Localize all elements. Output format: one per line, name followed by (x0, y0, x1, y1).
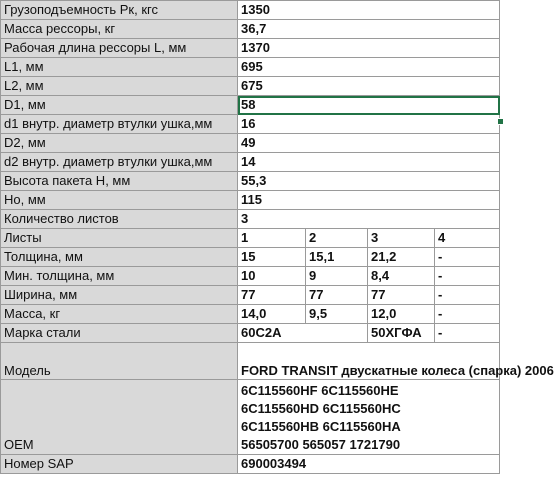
cell-value[interactable]: - (435, 267, 500, 286)
cell-label[interactable]: Листы (1, 229, 238, 248)
cell-label[interactable]: d1 внутр. диаметр втулки ушка,мм (1, 115, 238, 134)
cell-label[interactable]: Масса рессоры, кг (1, 20, 238, 39)
cell-label[interactable]: d2 внутр. диаметр втулки ушка,мм (1, 153, 238, 172)
oem-line: 6С115560НF 6С115560НЕ (241, 383, 399, 398)
cell-label[interactable]: OEM (1, 380, 238, 455)
table-row (1, 77, 500, 96)
table-row (1, 286, 500, 305)
cell-value[interactable]: - (435, 286, 500, 305)
cell-label[interactable]: Рабочая длина рессоры L, мм (1, 39, 238, 58)
cell-value[interactable]: 55,3 (238, 172, 500, 191)
cell-value[interactable]: 50ХГФА (368, 324, 435, 343)
cell-value[interactable]: 10 (238, 267, 306, 286)
selected-cell[interactable]: 58 (238, 96, 500, 115)
cell-value[interactable]: 60С2А (238, 324, 368, 343)
cell-value[interactable]: 1350 (238, 1, 500, 20)
leaf-col-header[interactable]: 1 (238, 229, 306, 248)
cell-label[interactable]: Номер SAP (1, 455, 238, 474)
cell-value[interactable]: 21,2 (368, 248, 435, 267)
cell-value[interactable]: 15 (238, 248, 306, 267)
table-row (1, 210, 500, 229)
cell-label[interactable]: Толщина, мм (1, 248, 238, 267)
cell-value[interactable]: 695 (238, 58, 500, 77)
table-row (1, 191, 500, 210)
cell-value[interactable]: 690003494 (238, 455, 500, 474)
cell-value[interactable]: 675 (238, 77, 500, 96)
cell-value[interactable]: 16 (238, 115, 500, 134)
cell-value[interactable]: 115 (238, 191, 500, 210)
cell-value[interactable]: 8,4 (368, 267, 435, 286)
cell-label[interactable]: L1, мм (1, 58, 238, 77)
table-row (1, 115, 500, 134)
cell-label[interactable]: Модель (1, 343, 238, 380)
cell-value[interactable]: 12,0 (368, 305, 435, 324)
leaf-col-header[interactable]: 3 (368, 229, 435, 248)
sap-row (1, 455, 500, 474)
cell-label[interactable]: Грузоподъемность Рк, кгс (1, 1, 238, 20)
cell-value[interactable]: 1370 (238, 39, 500, 58)
cell-label[interactable]: Ширина, мм (1, 286, 238, 305)
cell-value[interactable]: 14 (238, 153, 500, 172)
steel-row (1, 324, 500, 343)
table-row (1, 248, 500, 267)
cell-label[interactable]: Мин. толщина, мм (1, 267, 238, 286)
cell-value[interactable]: 77 (368, 286, 435, 305)
table-row (1, 267, 500, 286)
table-row (1, 153, 500, 172)
oem-line: 6С115560НВ 6С115560НА (241, 419, 401, 434)
leaf-col-header[interactable]: 2 (306, 229, 368, 248)
cell-label[interactable]: L2, мм (1, 77, 238, 96)
cell-label[interactable]: D2, мм (1, 134, 238, 153)
cell-value[interactable]: 77 (306, 286, 368, 305)
oem-line: 56505700 565057 1721790 (241, 437, 401, 452)
leaves-header-row (1, 229, 500, 248)
oem-line: 6С115560НD 6С115560НС (241, 401, 401, 416)
cell-label[interactable]: D1, мм (1, 96, 238, 115)
cell-value[interactable]: 9 (306, 267, 368, 286)
cell-value[interactable]: 14,0 (238, 305, 306, 324)
table-row (1, 20, 500, 39)
cell-label[interactable]: Количество листов (1, 210, 238, 229)
table-row (1, 39, 500, 58)
cell-value[interactable]: - (435, 248, 500, 267)
table-row (1, 96, 500, 115)
oem-row (1, 380, 500, 455)
leaf-col-header[interactable]: 4 (435, 229, 500, 248)
cell-value[interactable]: 15,1 (306, 248, 368, 267)
oem-value[interactable] (238, 380, 500, 455)
cell-value[interactable]: - (435, 305, 500, 324)
cell-value[interactable]: 77 (238, 286, 306, 305)
model-value[interactable]: FORD TRANSIT двускатные колеса (спарка) 2006 (238, 343, 500, 380)
cell-value[interactable]: 3 (238, 210, 500, 229)
table-row (1, 58, 500, 77)
cell-value[interactable]: 49 (238, 134, 500, 153)
table-row (1, 1, 500, 20)
cell-value[interactable]: 9,5 (306, 305, 368, 324)
fill-handle[interactable] (497, 118, 504, 125)
table-row (1, 305, 500, 324)
model-row (1, 343, 500, 380)
cell-label[interactable]: Марка стали (1, 324, 238, 343)
cell-label[interactable]: Высота пакета H, мм (1, 172, 238, 191)
cell-label[interactable]: Ho, мм (1, 191, 238, 210)
table-row (1, 172, 500, 191)
cell-value[interactable]: 36,7 (238, 20, 500, 39)
cell-value[interactable]: - (435, 324, 500, 343)
cell-label[interactable]: Масса, кг (1, 305, 238, 324)
table-row (1, 134, 500, 153)
